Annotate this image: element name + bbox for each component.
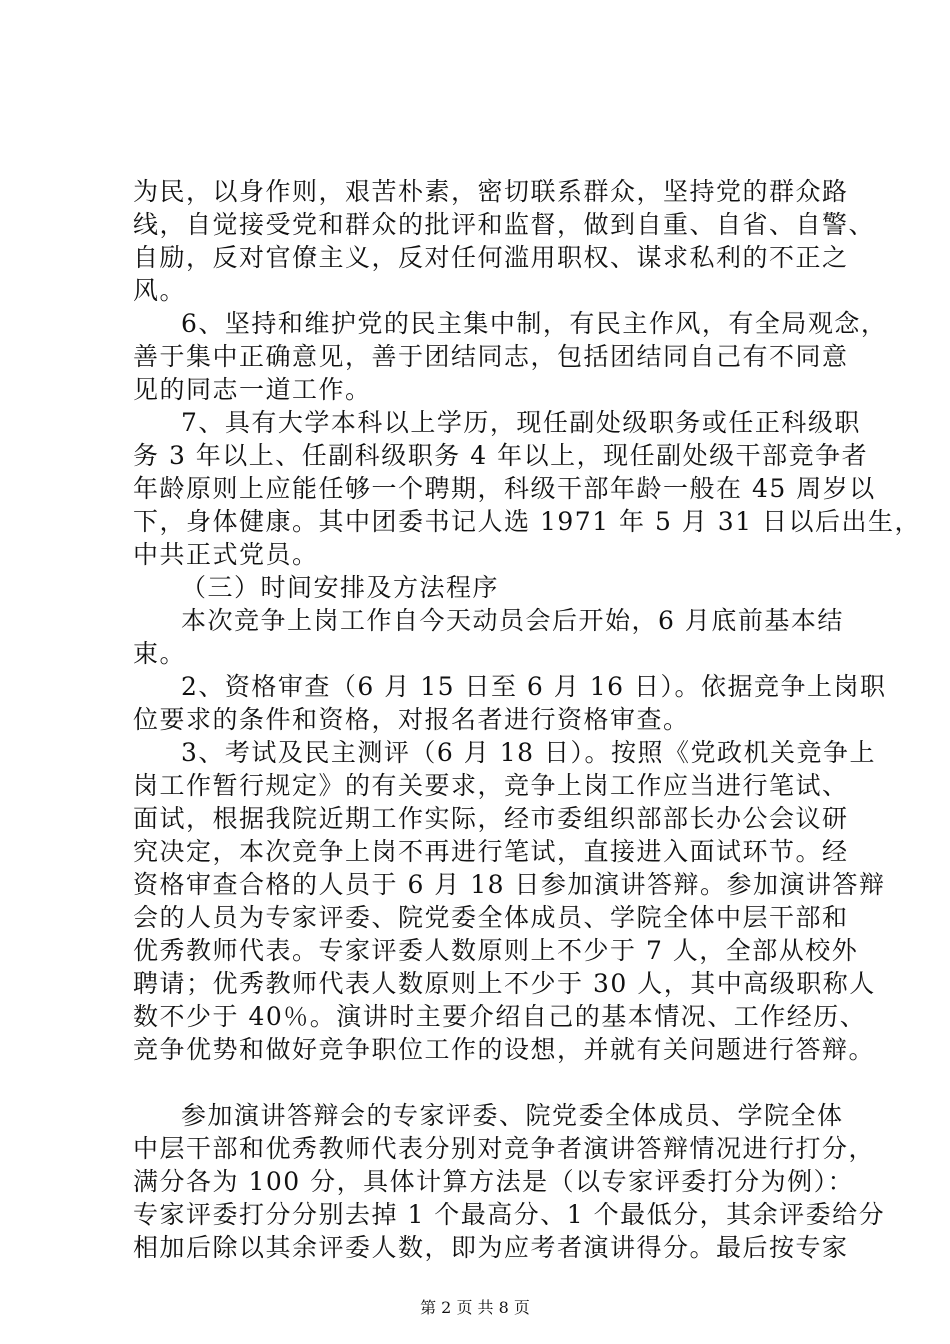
text-line: 中层干部和优秀教师代表分别对竞争者演讲答辩情况进行打分， [133,1134,876,1163]
section-heading: （三）时间安排及方法程序 [181,573,500,602]
text-line: 究决定，本次竞争上岗不再进行笔试，直接进入面试环节。经 [133,837,849,866]
text-line: 本次竞争上岗工作自今天动员会后开始，6 月底前基本结 [181,606,844,635]
text-line: 参加演讲答辩会的专家评委、院党委全体成员、学院全体 [181,1101,844,1130]
text-line: 竞争优势和做好竞争职位工作的设想，并就有关问题进行答辩。 [133,1035,876,1064]
text-line: 束。 [133,639,187,668]
text-line: 优秀教师代表。专家评委人数原则上不少于 7 人，全部从校外 [133,936,859,965]
text-line: 下，身体健康。其中团委书记人选 1971 年 5 月 31 日以后出生， [133,507,922,536]
text-line: 3、考试及民主测评（6 月 18 日）。按照《党政机关竞争上 [181,738,876,767]
text-line: 7、具有大学本科以上学历，现任副处级职务或任正科级职 [181,408,861,437]
text-line: 中共正式党员。 [133,540,319,569]
text-line: 面试，根据我院近期工作实际，经市委组织部部长办公会议研 [133,804,849,833]
text-line: 善于集中正确意见，善于团结同志，包括团结同自己有不同意 [133,342,849,371]
text-line: 年龄原则上应能任够一个聘期，科级干部年龄一般在 45 周岁以 [133,474,876,503]
text-line: 2、资格审查（6 月 15 日至 6 月 16 日）。依据竞争上岗职 [181,672,887,701]
text-line: 岗工作暂行规定》的有关要求，竞争上岗工作应当进行笔试、 [133,771,849,800]
text-line: 相加后除以其余评委人数，即为应考者演讲得分。最后按专家 [133,1233,849,1262]
text-line: 数不少于 40％。演讲时主要介绍自己的基本情况、工作经历、 [133,1002,867,1031]
text-line: 自励，反对官僚主义，反对任何滥用职权、谋求私利的不正之 [133,243,849,272]
text-line: 风。 [133,276,187,305]
text-line: 6、坚持和维护党的民主集中制，有民主作风，有全局观念， [181,309,888,338]
text-line: 位要求的条件和资格，对报名者进行资格审查。 [133,705,690,734]
text-line: 满分各为 100 分，具体计算方法是（以专家评委打分为例）： [133,1167,855,1196]
page-footer: 第 2 页 共 8 页 [420,1298,530,1317]
text-line: 务 3 年以上、任副科级职务 4 年以上，现任副处级干部竞争者 [133,441,869,470]
text-line: 见的同志一道工作。 [133,375,372,404]
text-line: 会的人员为专家评委、院党委全体成员、学院全体中层干部和 [133,903,849,932]
text-line: 聘请；优秀教师代表人数原则上不少于 30 人，其中高级职称人 [133,969,876,998]
text-line: 专家评委打分分别去掉 1 个最高分、1 个最低分，其余评委给分 [133,1200,886,1229]
text-line: 线，自觉接受党和群众的批评和监督，做到自重、自省、自警、 [133,210,876,239]
text-line: 为民，以身作则，艰苦朴素，密切联系群众，坚持党的群众路 [133,177,849,206]
text-line: 资格审查合格的人员于 6 月 18 日参加演讲答辩。参加演讲答辩 [133,870,886,899]
